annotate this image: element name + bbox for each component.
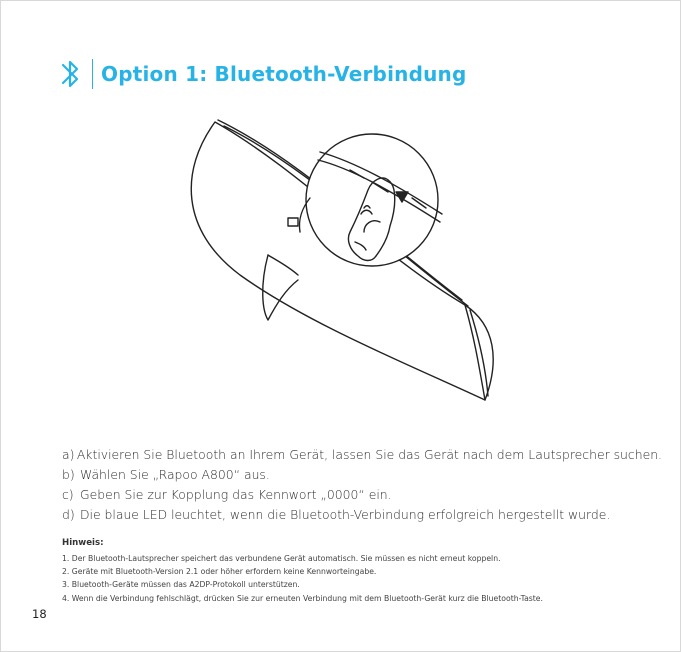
step-item: [62, 445, 662, 465]
instruction-steps: [62, 445, 662, 525]
title-divider: [92, 59, 93, 89]
note-section: [62, 537, 672, 605]
page-number: 18: [32, 607, 47, 621]
note-item: 3. Bluetooth-Geräte müssen das A2DP-Protokoll unterstützen.: [62, 580, 300, 590]
step-text: Wählen Sie „Rapoo A800“ aus.: [80, 467, 270, 482]
step-item: [62, 505, 662, 525]
step-letter: a): [62, 447, 75, 462]
page-title: Option 1: Bluetooth-Verbindung: [101, 62, 467, 86]
step-text: Geben Sie zur Kopplung das Kennwort „0000“ ein.: [80, 487, 392, 502]
note-item: 1. Der Bluetooth-Lautsprecher speichert das verbundene Gerät automatisch. Sie müssen es nicht erneut koppeln.: [62, 554, 501, 563]
step-letter: d): [62, 507, 75, 522]
note-item: 2. Geräte mit Bluetooth-Version 2.1 oder höher erfordern keine Kennworteingabe.: [62, 567, 377, 577]
section-header: [58, 54, 466, 94]
note-item: 4. Wenn die Verbindung fehlschlägt, drücken Sie zur erneuten Verbindung mit dem Bluetooth-Gerät kurz die Bluetooth-Taste.: [62, 593, 543, 603]
speaker-illustration: [150, 110, 510, 430]
step-letter: c): [62, 487, 74, 502]
note-title: Hinweis:: [62, 538, 104, 548]
bluetooth-icon: [58, 54, 84, 94]
step-text: Die blaue LED leuchtet, wenn die Bluetooth-Verbindung erfolgreich hergestellt wurde.: [80, 507, 611, 522]
step-item: [62, 465, 662, 485]
step-text: Aktivieren Sie Bluetooth an Ihrem Gerät, lassen Sie das Gerät nach dem Lautsprecher suchen.: [76, 447, 662, 462]
step-letter: b): [62, 467, 75, 482]
step-item: [62, 485, 662, 505]
